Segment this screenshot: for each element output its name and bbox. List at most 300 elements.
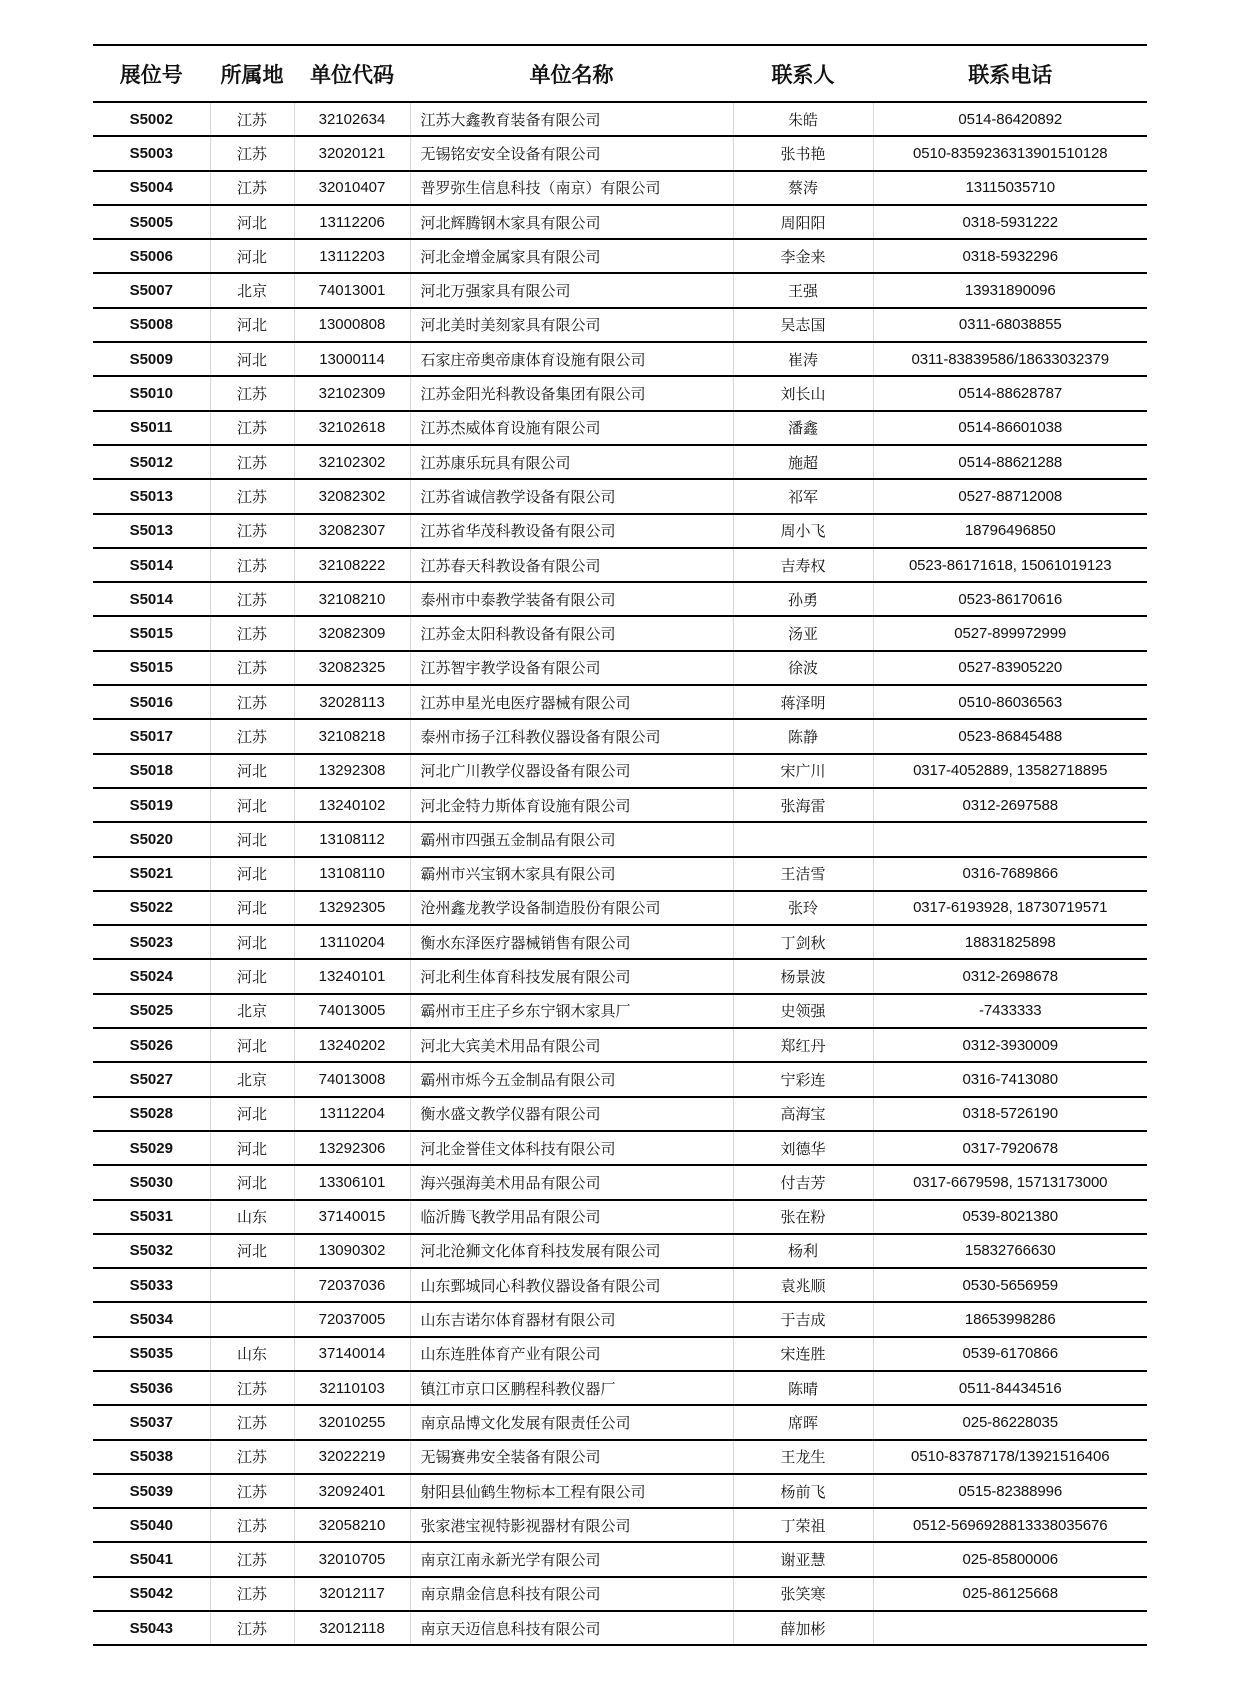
table-row [93,171,1147,205]
table-row [93,1097,1147,1131]
unit-code-cell: 32110103 [294,1371,410,1405]
region-cell: 北京 [210,273,294,307]
unit-name-cell: 河北辉腾钢木家具有限公司 [410,205,733,239]
unit-code-cell: 13090302 [294,1234,410,1268]
contact-person-cell: 杨利 [733,1234,873,1268]
unit-name-cell: 河北万强家具有限公司 [410,273,733,307]
phone-cell: 18653998286 [873,1302,1147,1336]
contact-person-cell: 高海宝 [733,1097,873,1131]
unit-name-cell: 山东吉诺尔体育器材有限公司 [410,1302,733,1336]
region-cell: 河北 [210,925,294,959]
phone-cell: 0514-86601038 [873,411,1147,445]
booth-cell: S5035 [93,1337,210,1371]
region-cell: 北京 [210,994,294,1028]
table-row [93,1302,1147,1336]
booth-cell: S5042 [93,1577,210,1611]
booth-cell: S5003 [93,136,210,170]
booth-cell: S5028 [93,1097,210,1131]
table-row [93,959,1147,993]
table-row [93,1131,1147,1165]
booth-cell: S5039 [93,1474,210,1508]
table-row [93,1028,1147,1062]
contact-person-cell: 李金来 [733,239,873,273]
booth-cell: S5025 [93,994,210,1028]
unit-code-cell: 13292308 [294,754,410,788]
phone-cell: 0527-899972999 [873,616,1147,650]
phone-cell: 0523-86171618, 15061019123 [873,548,1147,582]
header-phone: 联系电话 [873,45,1147,102]
contact-person-cell: 吉寿权 [733,548,873,582]
unit-code-cell: 32108210 [294,582,410,616]
region-cell: 江苏 [210,685,294,719]
booth-cell: S5015 [93,651,210,685]
table-row [93,788,1147,822]
phone-cell: 0316-7689866 [873,857,1147,891]
phone-cell: 0312-3930009 [873,1028,1147,1062]
region-cell: 河北 [210,1131,294,1165]
unit-code-cell: 13108112 [294,822,410,856]
unit-code-cell: 13108110 [294,857,410,891]
region-cell: 山东 [210,1337,294,1371]
booth-cell: S5034 [93,1302,210,1336]
booth-cell: S5014 [93,582,210,616]
unit-name-cell: 霸州市兴宝钢木家具有限公司 [410,857,733,891]
exhibitor-table [93,44,1147,1646]
phone-cell: 0512-5696928813338035676 [873,1508,1147,1542]
booth-cell: S5005 [93,205,210,239]
table-row [93,1542,1147,1576]
contact-person-cell: 陈晴 [733,1371,873,1405]
unit-name-cell: 南京天迈信息科技有限公司 [410,1611,733,1645]
unit-code-cell: 13112206 [294,205,410,239]
region-cell: 河北 [210,891,294,925]
table-row [93,1062,1147,1096]
booth-cell: S5022 [93,891,210,925]
unit-name-cell: 江苏申星光电医疗器械有限公司 [410,685,733,719]
phone-cell: 0530-5656959 [873,1268,1147,1302]
region-cell [210,1302,294,1336]
booth-cell: S5004 [93,171,210,205]
contact-person-cell: 陈静 [733,719,873,753]
unit-name-cell: 海兴强海美术用品有限公司 [410,1165,733,1199]
region-cell: 江苏 [210,719,294,753]
table-row [93,342,1147,376]
phone-cell: 15832766630 [873,1234,1147,1268]
region-cell: 河北 [210,857,294,891]
region-cell: 河北 [210,822,294,856]
unit-name-cell: 河北大宾美术用品有限公司 [410,1028,733,1062]
phone-cell: 0514-86420892 [873,102,1147,136]
phone-cell: 13931890096 [873,273,1147,307]
region-cell: 江苏 [210,548,294,582]
unit-code-cell: 13112204 [294,1097,410,1131]
table-row [93,205,1147,239]
header-booth: 展位号 [93,45,210,102]
unit-code-cell: 32082307 [294,514,410,548]
table-row [93,1337,1147,1371]
region-cell: 江苏 [210,616,294,650]
phone-cell: 0514-88621288 [873,445,1147,479]
header-code: 单位代码 [294,45,410,102]
booth-cell: S5015 [93,616,210,650]
unit-code-cell: 32010407 [294,171,410,205]
unit-name-cell: 江苏杰威体育设施有限公司 [410,411,733,445]
contact-person-cell: 刘长山 [733,376,873,410]
region-cell: 江苏 [210,651,294,685]
phone-cell: 025-85800006 [873,1542,1147,1576]
contact-person-cell: 付吉芳 [733,1165,873,1199]
unit-code-cell: 32010255 [294,1405,410,1439]
booth-cell: S5040 [93,1508,210,1542]
header-contact: 联系人 [733,45,873,102]
contact-person-cell: 祁军 [733,479,873,513]
table-row [93,376,1147,410]
table-row [93,1611,1147,1645]
unit-name-cell: 南京鼎金信息科技有限公司 [410,1577,733,1611]
contact-person-cell: 宁彩连 [733,1062,873,1096]
unit-name-cell: 江苏大鑫教育装备有限公司 [410,102,733,136]
contact-person-cell: 吴志国 [733,308,873,342]
unit-code-cell: 32102618 [294,411,410,445]
table-row [93,102,1147,136]
unit-name-cell: 江苏康乐玩具有限公司 [410,445,733,479]
unit-code-cell: 13292306 [294,1131,410,1165]
table-row [93,1268,1147,1302]
unit-code-cell: 74013005 [294,994,410,1028]
unit-code-cell: 72037036 [294,1268,410,1302]
phone-cell: 0311-83839586/18633032379 [873,342,1147,376]
table-row [93,1440,1147,1474]
contact-person-cell: 宋广川 [733,754,873,788]
booth-cell: S5030 [93,1165,210,1199]
unit-name-cell: 江苏智宇教学设备有限公司 [410,651,733,685]
table-row [93,925,1147,959]
region-cell: 河北 [210,342,294,376]
contact-person-cell: 薛加彬 [733,1611,873,1645]
region-cell: 江苏 [210,171,294,205]
booth-cell: S5012 [93,445,210,479]
unit-code-cell: 74013001 [294,273,410,307]
phone-cell: 0511-84434516 [873,1371,1147,1405]
phone-cell: 0317-7920678 [873,1131,1147,1165]
region-cell: 河北 [210,1028,294,1062]
phone-cell: 025-86125668 [873,1577,1147,1611]
unit-name-cell: 江苏金太阳科教设备有限公司 [410,616,733,650]
unit-name-cell: 无锡赛弗安全装备有限公司 [410,1440,733,1474]
unit-code-cell: 32082325 [294,651,410,685]
unit-code-cell: 13112203 [294,239,410,273]
table-row [93,651,1147,685]
table-header [93,45,1147,102]
contact-person-cell: 宋连胜 [733,1337,873,1371]
table-row [93,1371,1147,1405]
phone-cell: 0317-4052889, 13582718895 [873,754,1147,788]
phone-cell: 0510-83787178/13921516406 [873,1440,1147,1474]
contact-person-cell: 王龙生 [733,1440,873,1474]
table-row [93,548,1147,582]
booth-cell: S5021 [93,857,210,891]
region-cell: 江苏 [210,445,294,479]
table-row [93,891,1147,925]
contact-person-cell: 崔涛 [733,342,873,376]
phone-cell: 0318-5931222 [873,205,1147,239]
table-row [93,1474,1147,1508]
unit-code-cell: 13240102 [294,788,410,822]
table-row [93,479,1147,513]
contact-person-cell: 杨前飞 [733,1474,873,1508]
unit-name-cell: 山东鄄城同心科教仪器设备有限公司 [410,1268,733,1302]
region-cell: 江苏 [210,1405,294,1439]
unit-code-cell: 32082309 [294,616,410,650]
region-cell: 河北 [210,1234,294,1268]
unit-name-cell: 镇江市京口区鹏程科教仪器厂 [410,1371,733,1405]
unit-name-cell: 山东连胜体育产业有限公司 [410,1337,733,1371]
unit-code-cell: 32102634 [294,102,410,136]
phone-cell: 0317-6679598, 15713173000 [873,1165,1147,1199]
region-cell: 河北 [210,754,294,788]
unit-name-cell: 泰州市中泰教学装备有限公司 [410,582,733,616]
region-cell: 北京 [210,1062,294,1096]
unit-name-cell: 江苏春天科教设备有限公司 [410,548,733,582]
table-row [93,616,1147,650]
unit-name-cell: 沧州鑫龙教学设备制造股份有限公司 [410,891,733,925]
table-row [93,1508,1147,1542]
table-row [93,1200,1147,1234]
unit-name-cell: 霸州市烁今五金制品有限公司 [410,1062,733,1096]
phone-cell: 0316-7413080 [873,1062,1147,1096]
unit-code-cell: 32082302 [294,479,410,513]
phone-cell: 0523-86170616 [873,582,1147,616]
table-row [93,857,1147,891]
unit-name-cell: 河北美时美刻家具有限公司 [410,308,733,342]
contact-person-cell: 蒋泽明 [733,685,873,719]
region-cell: 江苏 [210,411,294,445]
region-cell: 江苏 [210,1474,294,1508]
region-cell: 河北 [210,1097,294,1131]
contact-person-cell: 潘鑫 [733,411,873,445]
phone-cell: 0523-86845488 [873,719,1147,753]
unit-name-cell: 南京江南永新光学有限公司 [410,1542,733,1576]
table-row [93,273,1147,307]
unit-name-cell: 霸州市王庄子乡东宁钢木家具厂 [410,994,733,1028]
unit-code-cell: 32058210 [294,1508,410,1542]
contact-person-cell: 席晖 [733,1405,873,1439]
region-cell [210,1268,294,1302]
unit-name-cell: 无锡铭安安全设备有限公司 [410,136,733,170]
unit-code-cell: 13306101 [294,1165,410,1199]
phone-cell: 0539-8021380 [873,1200,1147,1234]
table-row [93,754,1147,788]
booth-cell: S5043 [93,1611,210,1645]
booth-cell: S5013 [93,479,210,513]
unit-code-cell: 32012118 [294,1611,410,1645]
table-row [93,514,1147,548]
region-cell: 河北 [210,1165,294,1199]
phone-cell: 0311-68038855 [873,308,1147,342]
region-cell: 江苏 [210,1542,294,1576]
unit-name-cell: 河北利生体育科技发展有限公司 [410,959,733,993]
unit-name-cell: 泰州市扬子江科教仪器设备有限公司 [410,719,733,753]
booth-cell: S5032 [93,1234,210,1268]
phone-cell: 0312-2697588 [873,788,1147,822]
region-cell: 江苏 [210,479,294,513]
unit-code-cell: 13240101 [294,959,410,993]
unit-name-cell: 石家庄帝奥帝康体育设施有限公司 [410,342,733,376]
region-cell: 江苏 [210,102,294,136]
contact-person-cell: 徐波 [733,651,873,685]
unit-code-cell: 32010705 [294,1542,410,1576]
region-cell: 江苏 [210,1440,294,1474]
unit-name-cell: 河北金特力斯体育设施有限公司 [410,788,733,822]
unit-name-cell: 霸州市四强五金制品有限公司 [410,822,733,856]
unit-name-cell: 衡水盛文教学仪器有限公司 [410,1097,733,1131]
phone-cell: 0312-2698678 [873,959,1147,993]
phone-cell: 0317-6193928, 18730719571 [873,891,1147,925]
unit-code-cell: 13000114 [294,342,410,376]
contact-person-cell [733,822,873,856]
booth-cell: S5020 [93,822,210,856]
contact-person-cell: 周阳阳 [733,205,873,239]
unit-name-cell: 普罗弥生信息科技（南京）有限公司 [410,171,733,205]
unit-name-cell: 江苏金阳光科教设备集团有限公司 [410,376,733,410]
table-row [93,685,1147,719]
booth-cell: S5016 [93,685,210,719]
region-cell: 江苏 [210,136,294,170]
contact-person-cell: 王强 [733,273,873,307]
unit-code-cell: 32102302 [294,445,410,479]
region-cell: 山东 [210,1200,294,1234]
booth-cell: S5029 [93,1131,210,1165]
region-cell: 河北 [210,959,294,993]
booth-cell: S5026 [93,1028,210,1062]
unit-name-cell: 张家港宝视特影视器材有限公司 [410,1508,733,1542]
table-row [93,308,1147,342]
phone-cell: 0318-5932296 [873,239,1147,273]
booth-cell: S5024 [93,959,210,993]
phone-cell: 0515-82388996 [873,1474,1147,1508]
unit-name-cell: 南京品博文化发展有限责任公司 [410,1405,733,1439]
table-body [93,102,1147,1645]
booth-cell: S5009 [93,342,210,376]
region-cell: 河北 [210,308,294,342]
booth-cell: S5018 [93,754,210,788]
region-cell: 河北 [210,788,294,822]
booth-cell: S5011 [93,411,210,445]
unit-code-cell: 32028113 [294,685,410,719]
booth-cell: S5041 [93,1542,210,1576]
unit-code-cell: 32102309 [294,376,410,410]
region-cell: 江苏 [210,1611,294,1645]
unit-name-cell: 河北广川教学仪器设备有限公司 [410,754,733,788]
header-name: 单位名称 [410,45,733,102]
unit-name-cell: 河北沧狮文化体育科技发展有限公司 [410,1234,733,1268]
booth-cell: S5010 [93,376,210,410]
booth-cell: S5019 [93,788,210,822]
unit-code-cell: 37140014 [294,1337,410,1371]
booth-cell: S5036 [93,1371,210,1405]
region-cell: 河北 [210,205,294,239]
contact-person-cell: 丁荣祖 [733,1508,873,1542]
table-row [93,582,1147,616]
contact-person-cell: 于吉成 [733,1302,873,1336]
phone-cell: 18796496850 [873,514,1147,548]
table-row [93,994,1147,1028]
booth-cell: S5037 [93,1405,210,1439]
unit-code-cell: 37140015 [294,1200,410,1234]
unit-code-cell: 32108222 [294,548,410,582]
region-cell: 江苏 [210,1508,294,1542]
unit-name-cell: 临沂腾飞教学用品有限公司 [410,1200,733,1234]
booth-cell: S5027 [93,1062,210,1096]
unit-code-cell: 74013008 [294,1062,410,1096]
region-cell: 江苏 [210,1577,294,1611]
region-cell: 江苏 [210,1371,294,1405]
phone-cell: 0514-88628787 [873,376,1147,410]
booth-cell: S5008 [93,308,210,342]
phone-cell: 025-86228035 [873,1405,1147,1439]
phone-cell: -7433333 [873,994,1147,1028]
unit-code-cell: 32092401 [294,1474,410,1508]
table-row [93,719,1147,753]
unit-name-cell: 河北金增金属家具有限公司 [410,239,733,273]
contact-person-cell: 史领强 [733,994,873,1028]
table-row [93,136,1147,170]
booth-cell: S5031 [93,1200,210,1234]
contact-person-cell: 张在粉 [733,1200,873,1234]
contact-person-cell: 王洁雪 [733,857,873,891]
phone-cell: 0510-8359236313901510128 [873,136,1147,170]
phone-cell: 13115035710 [873,171,1147,205]
contact-person-cell: 张笑寒 [733,1577,873,1611]
contact-person-cell: 杨景波 [733,959,873,993]
booth-cell: S5007 [93,273,210,307]
unit-code-cell: 13292305 [294,891,410,925]
contact-person-cell: 郑红丹 [733,1028,873,1062]
contact-person-cell: 朱皓 [733,102,873,136]
contact-person-cell: 周小飞 [733,514,873,548]
unit-name-cell: 衡水东泽医疗器械销售有限公司 [410,925,733,959]
table-row [93,1577,1147,1611]
unit-name-cell: 江苏省诚信教学设备有限公司 [410,479,733,513]
table-row [93,239,1147,273]
contact-person-cell: 张海雷 [733,788,873,822]
contact-person-cell: 张书艳 [733,136,873,170]
unit-name-cell: 射阳县仙鹤生物标本工程有限公司 [410,1474,733,1508]
unit-code-cell: 13110204 [294,925,410,959]
contact-person-cell: 蔡涛 [733,171,873,205]
contact-person-cell: 孙勇 [733,582,873,616]
unit-name-cell: 江苏省华茂科教设备有限公司 [410,514,733,548]
table-row [93,1165,1147,1199]
unit-code-cell: 32108218 [294,719,410,753]
unit-code-cell: 72037005 [294,1302,410,1336]
region-cell: 江苏 [210,376,294,410]
booth-cell: S5033 [93,1268,210,1302]
region-cell: 河北 [210,239,294,273]
contact-person-cell: 施超 [733,445,873,479]
booth-cell: S5038 [93,1440,210,1474]
phone-cell [873,1611,1147,1645]
contact-person-cell: 袁兆顺 [733,1268,873,1302]
unit-code-cell: 13240202 [294,1028,410,1062]
table-row [93,822,1147,856]
booth-cell: S5013 [93,514,210,548]
table-row [93,1234,1147,1268]
booth-cell: S5023 [93,925,210,959]
contact-person-cell: 张玲 [733,891,873,925]
exhibitor-list-page [93,44,1147,1646]
contact-person-cell: 汤亚 [733,616,873,650]
